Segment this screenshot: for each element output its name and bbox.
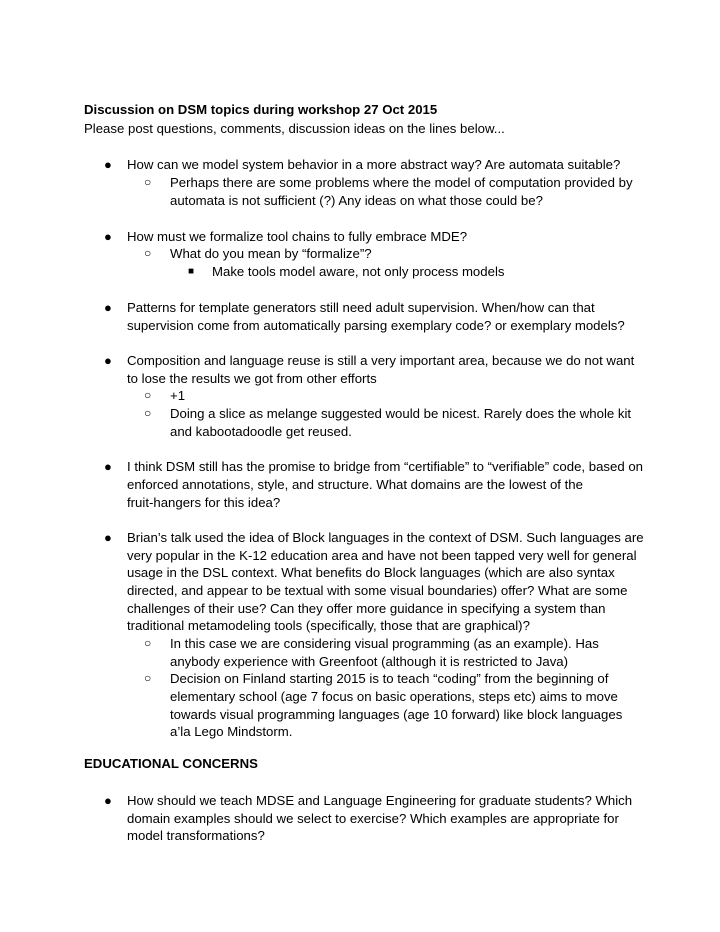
item-text: very popular in the K-12 education area and have not been tapped very well for general: [127, 548, 637, 563]
bullet-icon: ●: [104, 229, 112, 244]
bullet-icon: ●: [104, 793, 112, 808]
section-heading: EDUCATIONAL CONCERNS: [84, 756, 258, 771]
item-text: anybody experience with Greenfoot (although it is restricted to Java): [170, 654, 569, 669]
item-text: How should we teach MDSE and Language Engineering for graduate students? Which: [127, 793, 633, 808]
item-text: In this case we are considering visual programming (as an example). Has: [170, 636, 599, 651]
item-text: Composition and language reuse is still a very important area, because we do not want: [127, 353, 635, 368]
item-text: domain examples should we select to exercise? Which examples are appropriate for: [127, 811, 619, 826]
item-text: What do you mean by “formalize”?: [170, 246, 372, 261]
item-text: +1: [170, 388, 186, 403]
circle-bullet-icon: ○: [144, 388, 152, 402]
bullet-icon: ●: [104, 353, 112, 368]
item-text: I think DSM still has the promise to bridge from “certifiable” to “verifiable” code, based on: [127, 459, 643, 474]
item-text: Patterns for template generators still need adult supervision. When/how can that: [127, 300, 595, 315]
circle-bullet-icon: ○: [144, 246, 152, 260]
circle-bullet-icon: ○: [144, 175, 152, 189]
circle-bullet-icon: ○: [144, 671, 152, 685]
item-text: supervision come from automatically parsing exemplary code? or exemplary models?: [127, 318, 625, 333]
item-text: challenges of their use? Can they offer more guidance in specifying a system than: [127, 601, 606, 616]
item-text: model transformations?: [127, 828, 265, 843]
doc-intro: Please post questions, comments, discussion ideas on the lines below...: [84, 121, 505, 136]
item-text: usage in the DSL context. What benefits do Block languages (which are also syntax: [127, 565, 615, 580]
item-text: elementary school (age 7 focus on basic operations, steps etc) aims to move: [170, 689, 618, 704]
item-text: towards visual programming languages (age 10 forward) like block languages: [170, 707, 623, 722]
item-text: Perhaps there are some problems where the model of computation provided by: [170, 175, 633, 190]
circle-bullet-icon: ○: [144, 636, 152, 650]
square-bullet-icon: ■: [188, 266, 195, 277]
item-text: traditional metamodeling tools (specifically, those that are graphical)?: [127, 618, 530, 633]
bullet-icon: ●: [104, 459, 112, 474]
item-text: Decision on Finland starting 2015 is to teach “coding” from the beginning of: [170, 671, 609, 686]
item-text: fruit-hangers for this idea?: [127, 495, 281, 510]
item-text: Doing a slice as melange suggested would be nicest. Rarely does the whole kit: [170, 406, 632, 421]
item-text: Make tools model aware, not only process models: [212, 264, 505, 279]
item-text: How can we model system behavior in a more abstract way? Are automata suitable?: [127, 157, 621, 172]
bullet-icon: ●: [104, 530, 112, 545]
item-text: a’la Lego Mindstorm.: [170, 724, 293, 739]
item-text: Brian’s talk used the idea of Block languages in the context of DSM. Such languages are: [127, 530, 644, 545]
item-text: enforced annotations, style, and structure. What domains are the lowest of the: [127, 477, 583, 492]
item-text: to lose the results we got from other efforts: [127, 371, 377, 386]
item-text: How must we formalize tool chains to fully embrace MDE?: [127, 229, 468, 244]
item-text: and kabootadoodle get reused.: [170, 424, 352, 439]
doc-title: Discussion on DSM topics during workshop 27 Oct 2015: [84, 102, 438, 117]
bullet-icon: ●: [104, 300, 112, 315]
circle-bullet-icon: ○: [144, 406, 152, 420]
bullet-icon: ●: [104, 157, 112, 172]
item-text: directed, and appear to be textual with some visual boundaries) offer? What are some: [127, 583, 628, 598]
item-text: automata is not sufficient (?) Any ideas on what those could be?: [170, 193, 543, 208]
